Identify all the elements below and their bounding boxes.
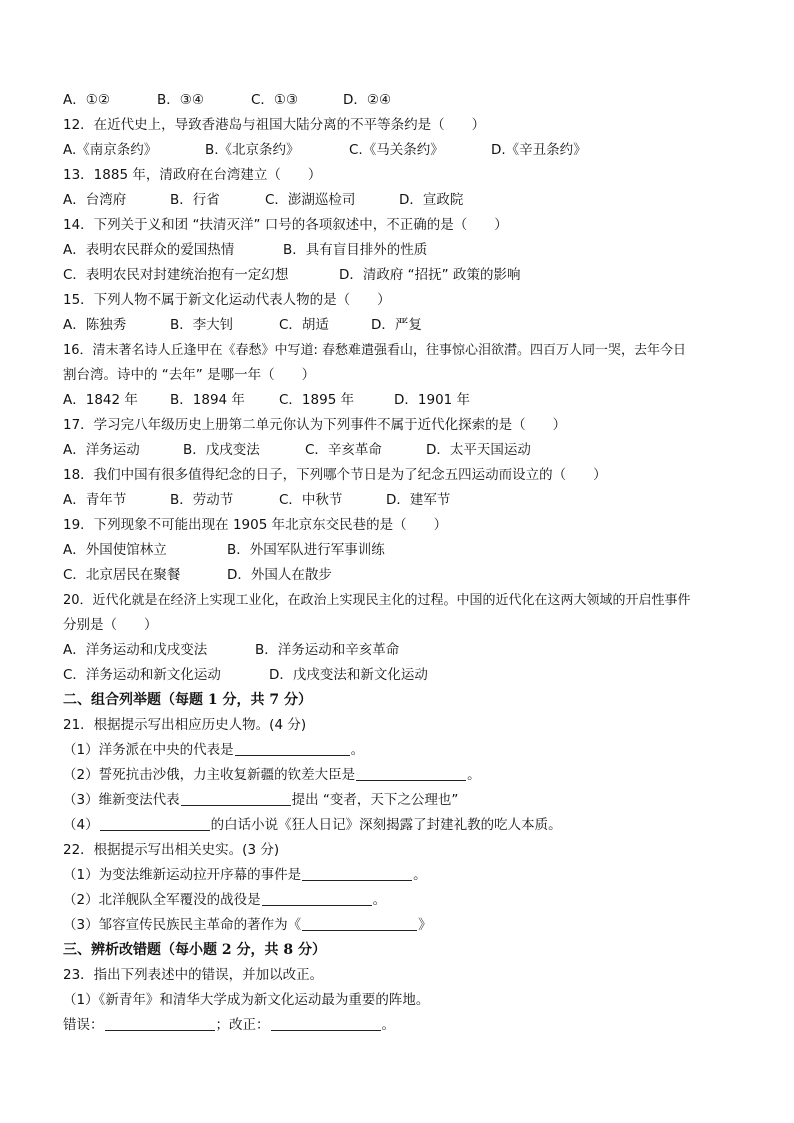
q20-stem-line1: 20．近代化就是在经济上实现工业化，在政治上实现民主化的过程。中国的近代化在这两大领域的开启性事件 <box>63 593 691 608</box>
q12-options <box>63 138 743 163</box>
q11-option-a: A．①② <box>63 92 110 108</box>
q21-part3 <box>63 788 743 813</box>
exam-content <box>63 88 743 1038</box>
q17-option-b: B．戊戌变法 <box>183 442 260 458</box>
q15-stem: 15．下列人物不属于新文化运动代表人物的是（ ） <box>63 292 391 308</box>
q16-option-d: D．1901 年 <box>394 392 471 408</box>
q16-option-a: A．1842 年 <box>63 392 138 408</box>
q20-options-row2 <box>63 663 743 688</box>
q21-part4-end: 的白话小说《狂人日记》深刻揭露了封建礼教的吃人本质。 <box>210 817 562 833</box>
q23-answer-end: 。 <box>381 1017 395 1033</box>
section3-title: 三、辨析改错题（每小题 2 分，共 8 分） <box>63 942 326 958</box>
q16-stem-line2: 割台湾。诗中的 “去年” 是哪一年（ ） <box>63 367 316 383</box>
q20-option-d: D．戊戌变法和新文化运动 <box>269 667 428 683</box>
q22-part2 <box>63 888 743 913</box>
q21-part1-text: （1）洋务派在中央的代表是 <box>63 742 234 758</box>
q18-option-a: A．青年节 <box>63 492 127 508</box>
q22-part3-blank[interactable] <box>302 915 417 931</box>
q13-options <box>63 188 743 213</box>
q21-part2 <box>63 763 743 788</box>
q20-option-c: C．洋务运动和新文化运动 <box>63 667 221 683</box>
q14-option-c: C．表明农民对封建统治抱有一定幻想 <box>63 267 289 283</box>
q19-options-row2 <box>63 563 743 588</box>
q17-option-d: D．太平天国运动 <box>426 442 531 458</box>
q13-stem: 13．1885 年，清政府在台湾建立（ ） <box>63 167 322 183</box>
q15-options <box>63 313 743 338</box>
q22-part2-text: （2）北洋舰队全军覆没的战役是 <box>63 892 261 908</box>
q19-stem: 19．下列现象不可能出现在 1905 年北京东交民巷的是（ ） <box>63 517 448 533</box>
q21-part2-blank[interactable] <box>356 765 466 781</box>
q21-stem: 21．根据提示写出相应历史人物。(4 分) <box>63 717 307 733</box>
q18-option-d: D．建军节 <box>386 492 451 508</box>
q12-option-c: C.《马关条约》 <box>349 142 444 158</box>
q22-part1-blank[interactable] <box>302 865 412 881</box>
q23-correction-blank[interactable] <box>271 1015 381 1031</box>
q11-option-b: B．③④ <box>157 92 204 108</box>
q23-error-label: 错误： <box>63 1017 104 1033</box>
q21-part1-end: 。 <box>350 742 365 758</box>
q23-correction-label: ；改正： <box>215 1017 270 1033</box>
q16-option-b: B．1894 年 <box>170 392 245 408</box>
q15-option-d: D．严复 <box>371 317 422 333</box>
q17-options <box>63 438 743 463</box>
q14-option-d: D．清政府 “招抚” 政策的影响 <box>339 267 521 283</box>
q13-option-b: B．行省 <box>170 192 220 208</box>
q16-option-c: C．1895 年 <box>279 392 355 408</box>
q19-options-row1 <box>63 538 743 563</box>
q19-option-d: D．外国人在散步 <box>227 567 332 583</box>
q19-option-a: A．外国使馆林立 <box>63 542 167 558</box>
q12-option-b: B.《北京条约》 <box>205 142 300 158</box>
q17-option-c: C．辛亥革命 <box>305 442 382 458</box>
q22-part3 <box>63 913 743 938</box>
q12-option-a: A.《南京条约》 <box>63 142 158 158</box>
q22-stem: 22．根据提示写出相关史实。(3 分) <box>63 842 280 858</box>
q23-stem: 23．指出下列表述中的错误，并加以改正。 <box>63 967 324 983</box>
q13-option-a: A．台湾府 <box>63 192 127 208</box>
q13-option-c: C．澎湖巡检司 <box>265 192 356 208</box>
q14-option-b: B．具有盲目排外的性质 <box>283 242 428 258</box>
q20-option-a: A．洋务运动和戊戌变法 <box>63 642 208 658</box>
q15-option-c: C．胡适 <box>279 317 329 333</box>
q21-part3-blank[interactable] <box>181 790 291 806</box>
q11-options <box>63 88 743 113</box>
q23-part1: （1）《新青年》和清华大学成为新文化运动最为重要的阵地。 <box>63 992 430 1008</box>
q20-option-b: B．洋务运动和辛亥革命 <box>255 642 400 658</box>
q17-option-a: A．洋务运动 <box>63 442 140 458</box>
q15-option-b: B．李大钊 <box>170 317 234 333</box>
q14-options-row1 <box>63 238 743 263</box>
q22-part2-end: 。 <box>372 892 387 908</box>
q20-stem-line2: 分别是（ ） <box>63 617 158 633</box>
q21-part1-blank[interactable] <box>235 740 350 756</box>
q19-option-b: B．外国军队进行军事训练 <box>227 542 385 558</box>
q22-part1-text: （1）为变法维新运动拉开序幕的事件是 <box>63 867 302 883</box>
q12-stem: 12．在近代史上，导致香港岛与祖国大陆分离的不平等条约是（ ） <box>63 117 486 133</box>
section2-title: 二、组合列举题（每题 1 分，共 7 分） <box>63 692 312 708</box>
q16-options <box>63 388 743 413</box>
q22-part2-blank[interactable] <box>262 890 372 906</box>
q13-option-d: D．宣政院 <box>399 192 464 208</box>
q22-part1 <box>63 863 743 888</box>
q16-stem-line1: 16．清末著名诗人丘逢甲在《春愁》中写道: 春愁难遣强看山，往事惊心泪欲潸。四百万人同一哭，去年今日 <box>63 343 687 358</box>
q23-answer-line <box>63 1013 743 1038</box>
q21-part4 <box>63 813 743 838</box>
q14-options-row2 <box>63 263 743 288</box>
q18-option-c: C．中秋节 <box>279 492 343 508</box>
q21-part3-text: （3）维新变法代表 <box>63 792 180 808</box>
q15-option-a: A．陈独秀 <box>63 317 127 333</box>
q18-stem: 18．我们中国有很多值得纪念的日子，下列哪个节日是为了纪念五四运动而设立的（ ） <box>63 467 607 483</box>
q12-option-d: D.《辛丑条约》 <box>491 142 587 158</box>
q22-part3-text: （3）邹容宣传民族民主革命的著作为《 <box>63 917 302 933</box>
q21-part3-end: 提出 “变者，天下之公理也” <box>291 792 459 808</box>
q11-option-d: D．②④ <box>343 92 392 108</box>
q21-part4-text: （4） <box>63 817 99 833</box>
q22-part1-end: 。 <box>413 867 427 883</box>
q21-part2-end: 。 <box>467 767 481 783</box>
q17-stem: 17．学习完八年级历史上册第二单元你认为下列事件不属于近代化探索的是（ ） <box>63 417 567 433</box>
q11-option-c: C．①③ <box>251 92 299 108</box>
q14-stem: 14．下列关于义和团 “扶清灭洋” 口号的各项叙述中，不正确的是（ ） <box>63 217 508 233</box>
q19-option-c: C．北京居民在聚餐 <box>63 567 181 583</box>
q20-options-row1 <box>63 638 743 663</box>
q23-error-blank[interactable] <box>105 1015 215 1031</box>
q18-option-b: B．劳动节 <box>170 492 234 508</box>
q21-part4-blank[interactable] <box>100 815 210 831</box>
q14-option-a: A．表明农民群众的爱国热情 <box>63 242 235 258</box>
q22-part3-end: 》 <box>418 917 432 933</box>
q18-options <box>63 488 743 513</box>
q21-part1 <box>63 738 743 763</box>
q21-part2-text: （2）誓死抗击沙俄，力主收复新疆的钦差大臣是 <box>63 767 356 783</box>
